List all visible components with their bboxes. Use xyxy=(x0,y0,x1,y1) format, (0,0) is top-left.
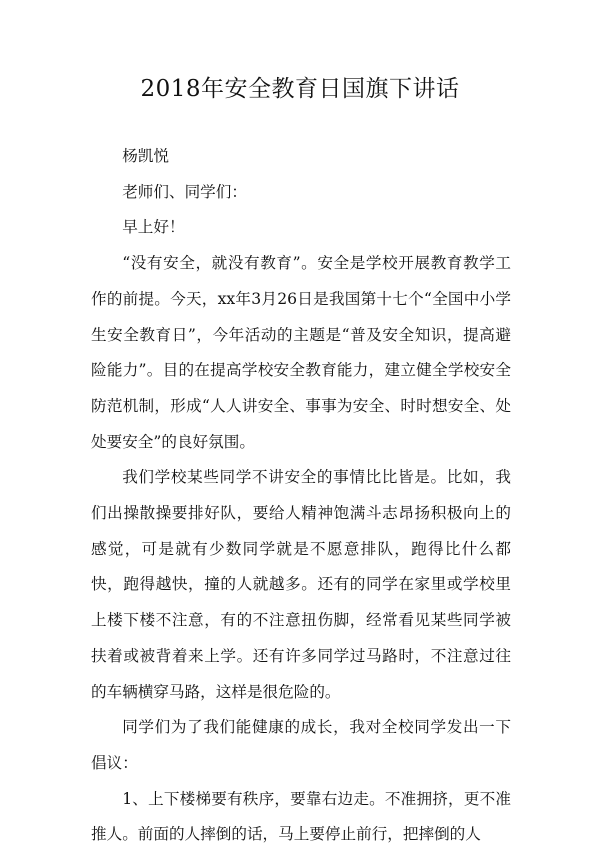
paragraph-2: 我们学校某些同学不讲安全的事情比比皆是。比如，我们出操散操要排好队，要给人精神饱满斗志昂扬积极向上的感觉，可是就有少数同学就是不愿意排队，跑得比什么都快，跑得越快，撞的人就越多。还有的同学在家里或学校里上楼下楼不注意，有的不注意扭伤脚，经常看见某些同学被扶着或被背着来上学。还有许多同学过马路时，不注意过往的车辆横穿马路，这样是很危险的。 xyxy=(91,468,511,701)
paragraph-4: 1、上下楼梯要有秩序，要靠右边走。不准拥挤，更不准推人。前面的人摔倒的话，马上要停止前行，把摔倒的人 xyxy=(91,789,511,844)
author-name: 杨凯悦 xyxy=(122,147,169,165)
document-title: 2018年安全教育日国旗下讲话 xyxy=(140,76,460,102)
greeting: 早上好！ xyxy=(122,218,185,237)
salutation: 老师们、同学们： xyxy=(122,182,247,201)
document-body xyxy=(91,139,511,853)
paragraph-1: “没有安全，就没有教育”。安全是学校开展教育教学工作的前提。今天，xx年3月26日是我国第十七个“全国中小学生安全教育日”，今年活动的主题是“普及安全知识，提高避险能力”。目的在提高学校安全教育能力，建立健全学校安全防范机制，形成“人人讲安全、事事为安全、时时想安全、处处要安全”的良好氛围。 xyxy=(91,254,511,451)
paragraph-3: 同学们为了我们能健康的成长，我对全校同学发出一下倡议： xyxy=(91,718,511,772)
